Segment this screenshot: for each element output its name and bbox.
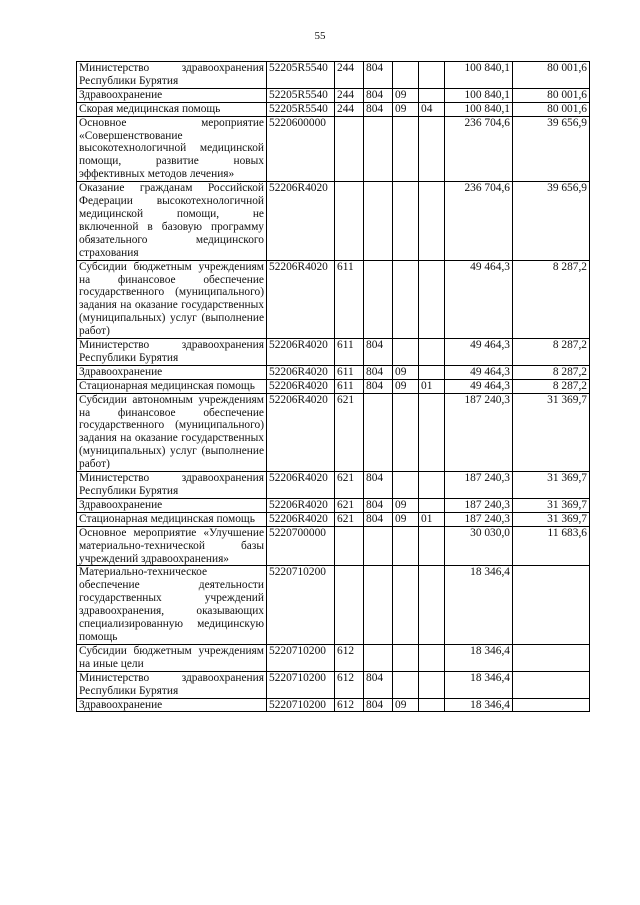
row-amount-1: 49 464,3 [445,339,513,366]
row-amount-1: 18 346,4 [445,671,513,698]
row-name: Основное мероприятие «Совершенствование высокотехнологичной медицинской помощи, развитие новых эффективных методов лечения» [77,116,267,182]
row-name: Здравоохранение [77,88,267,102]
row-amount-2 [513,698,590,712]
row-department-code [364,566,393,644]
row-target-code: 52206R4020 [267,379,335,393]
row-target-code: 52206R4020 [267,472,335,499]
row-amount-1: 236 704,6 [445,116,513,182]
row-expense-type: 621 [335,498,364,512]
row-amount-2: 80 001,6 [513,102,590,116]
row-section: 09 [393,498,419,512]
row-expense-type: 244 [335,62,364,89]
row-section: 09 [393,512,419,526]
row-expense-type: 621 [335,472,364,499]
row-section [393,472,419,499]
row-target-code: 5220710200 [267,671,335,698]
row-amount-1: 49 464,3 [445,365,513,379]
row-expense-type: 611 [335,379,364,393]
row-name: Министерство здравоохранения Республики Бурятия [77,671,267,698]
row-subsection [419,526,445,566]
row-section [393,393,419,471]
row-department-code [364,116,393,182]
row-name: Основное мероприятие «Улучшение материально-технической базы учреждений здравоохранения» [77,526,267,566]
row-subsection [419,644,445,671]
row-subsection [419,339,445,366]
table-row [77,472,590,499]
row-expense-type: 244 [335,88,364,102]
row-department-code: 804 [364,512,393,526]
row-amount-2: 80 001,6 [513,62,590,89]
row-amount-1: 100 840,1 [445,102,513,116]
row-department-code [364,393,393,471]
table-row [77,644,590,671]
table-row [77,498,590,512]
row-department-code: 804 [364,698,393,712]
row-amount-1: 18 346,4 [445,644,513,671]
row-expense-type: 611 [335,260,364,338]
row-amount-1: 187 240,3 [445,472,513,499]
row-name: Субсидии автономным учреждениям на финансовое обеспечение государственного (муниципального) задания на оказание государственных (муниципальных) услуг (выполнение работ) [77,393,267,471]
table-row [77,566,590,644]
row-amount-1: 187 240,3 [445,512,513,526]
row-amount-1: 187 240,3 [445,498,513,512]
row-expense-type: 244 [335,102,364,116]
row-department-code: 804 [364,365,393,379]
row-department-code [364,182,393,260]
row-expense-type: 621 [335,512,364,526]
table-row [77,182,590,260]
row-amount-2 [513,671,590,698]
row-amount-2 [513,566,590,644]
row-name: Министерство здравоохранения Республики Бурятия [77,339,267,366]
row-section [393,644,419,671]
row-section [393,566,419,644]
row-expense-type: 612 [335,644,364,671]
row-subsection [419,182,445,260]
row-amount-1: 49 464,3 [445,260,513,338]
row-department-code: 804 [364,62,393,89]
row-target-code: 52206R4020 [267,182,335,260]
row-section: 09 [393,379,419,393]
row-subsection [419,365,445,379]
row-subsection [419,62,445,89]
row-section [393,671,419,698]
row-department-code [364,260,393,338]
row-expense-type: 612 [335,698,364,712]
row-section [393,116,419,182]
row-name: Стационарная медицинская помощь [77,379,267,393]
row-department-code: 804 [364,88,393,102]
row-name: Здравоохранение [77,365,267,379]
row-expense-type: 621 [335,393,364,471]
row-subsection [419,671,445,698]
row-subsection: 01 [419,379,445,393]
budget-table [76,61,590,712]
row-department-code: 804 [364,102,393,116]
row-section: 09 [393,88,419,102]
page-number: 55 [314,30,326,42]
row-department-code: 804 [364,671,393,698]
table-row [77,116,590,182]
row-section: 09 [393,698,419,712]
table-row [77,102,590,116]
row-section: 09 [393,102,419,116]
row-subsection [419,498,445,512]
row-target-code: 5220700000 [267,526,335,566]
table-row [77,512,590,526]
row-section: 09 [393,365,419,379]
row-subsection: 04 [419,102,445,116]
row-name: Оказание гражданам Российской Федерации высокотехнологичной медицинской помощи, не включенной в базовую программу обязательного медицинского страхования [77,182,267,260]
row-subsection [419,566,445,644]
row-target-code: 52206R4020 [267,393,335,471]
row-amount-2: 8 287,2 [513,365,590,379]
row-amount-2: 31 369,7 [513,393,590,471]
row-target-code: 5220710200 [267,566,335,644]
table-row [77,671,590,698]
table-row [77,365,590,379]
row-name: Материально-техническое обеспечение деятельности государственных учреждений здравоохранения, оказывающих специализированную медицинскую помощь [77,566,267,644]
row-amount-1: 49 464,3 [445,379,513,393]
row-target-code: 52206R4020 [267,365,335,379]
row-amount-2: 31 369,7 [513,498,590,512]
row-department-code: 804 [364,498,393,512]
table-row [77,62,590,89]
row-target-code: 5220710200 [267,698,335,712]
row-expense-type [335,526,364,566]
row-name: Стационарная медицинская помощь [77,512,267,526]
row-name: Субсидии бюджетным учреждениям на финансовое обеспечение государственного (муниципального) задания на оказание государственных (муниципальных) услуг (выполнение работ) [77,260,267,338]
table-row [77,698,590,712]
row-subsection: 01 [419,512,445,526]
row-expense-type: 611 [335,339,364,366]
table-row [77,339,590,366]
row-amount-2: 39 656,9 [513,116,590,182]
table-row [77,379,590,393]
row-subsection [419,260,445,338]
row-target-code: 52205R5540 [267,62,335,89]
row-target-code: 52205R5540 [267,102,335,116]
row-section [393,260,419,338]
row-subsection [419,116,445,182]
row-section [393,526,419,566]
row-target-code: 52206R4020 [267,512,335,526]
row-name: Министерство здравоохранения Республики Бурятия [77,472,267,499]
table-row [77,393,590,471]
row-amount-2: 31 369,7 [513,472,590,499]
row-section [393,339,419,366]
row-expense-type: 611 [335,365,364,379]
row-name: Министерство здравоохранения Республики Бурятия [77,62,267,89]
row-expense-type [335,566,364,644]
row-target-code: 5220710200 [267,644,335,671]
row-subsection [419,472,445,499]
row-amount-2: 39 656,9 [513,182,590,260]
row-amount-1: 100 840,1 [445,88,513,102]
budget-table-body [77,62,590,712]
row-amount-2: 80 001,6 [513,88,590,102]
row-department-code: 804 [364,472,393,499]
table-row [77,526,590,566]
row-amount-2: 11 683,6 [513,526,590,566]
row-amount-1: 30 030,0 [445,526,513,566]
row-name: Здравоохранение [77,698,267,712]
row-subsection [419,88,445,102]
row-section [393,182,419,260]
row-department-code [364,644,393,671]
row-amount-1: 100 840,1 [445,62,513,89]
row-department-code: 804 [364,339,393,366]
row-expense-type: 612 [335,671,364,698]
row-amount-1: 18 346,4 [445,698,513,712]
row-amount-2: 31 369,7 [513,512,590,526]
row-department-code: 804 [364,379,393,393]
row-amount-1: 187 240,3 [445,393,513,471]
row-expense-type [335,116,364,182]
row-section [393,62,419,89]
row-name: Субсидии бюджетным учреждениям на иные цели [77,644,267,671]
row-amount-2: 8 287,2 [513,339,590,366]
row-amount-2: 8 287,2 [513,260,590,338]
row-amount-1: 18 346,4 [445,566,513,644]
table-row [77,260,590,338]
row-name: Здравоохранение [77,498,267,512]
row-amount-1: 236 704,6 [445,182,513,260]
row-target-code: 5220600000 [267,116,335,182]
row-target-code: 52206R4020 [267,498,335,512]
row-target-code: 52206R4020 [267,339,335,366]
row-target-code: 52205R5540 [267,88,335,102]
row-target-code: 52206R4020 [267,260,335,338]
row-department-code [364,526,393,566]
row-amount-2 [513,644,590,671]
row-name: Скорая медицинская помощь [77,102,267,116]
row-subsection [419,698,445,712]
table-row [77,88,590,102]
row-expense-type [335,182,364,260]
row-subsection [419,393,445,471]
row-amount-2: 8 287,2 [513,379,590,393]
